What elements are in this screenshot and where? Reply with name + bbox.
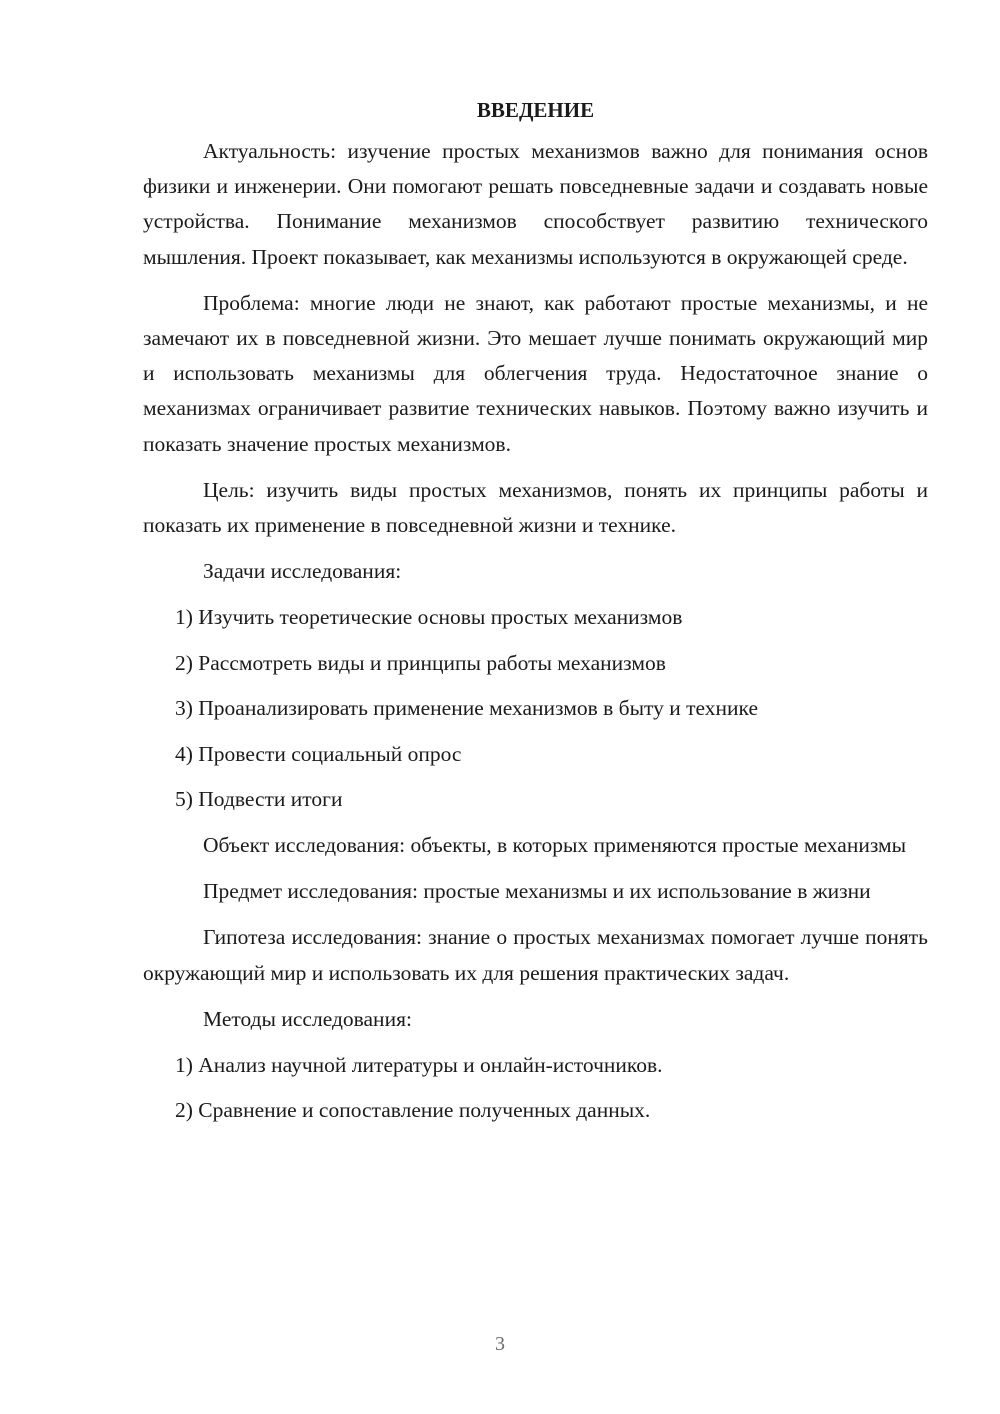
tasks-heading: Задачи исследования: — [203, 559, 402, 584]
problem-paragraph: Проблема: многие люди не знают, как работают простые механизмы, и не замечают их в повседневной жизни. Это мешает лучше понимать окружающий мир и использовать механизмы для облегчения труда. Недостаточное знание о механизмах ограничивает развитие технических навыков. Поэтому важно изучить и показать значение простых механизмов. — [143, 290, 928, 456]
hypothesis-paragraph: Гипотеза исследования: знание о простых механизмах помогает лучше понять окружающий мир и использовать их для решения практических задач. — [143, 925, 928, 985]
list-item: 2) Сравнение и сопоставление полученных данных. — [175, 1098, 651, 1123]
list-item: 4) Провести социальный опрос — [175, 741, 462, 766]
list-item: 3) Проанализировать применение механизмов в быту и технике — [175, 696, 758, 721]
section-title: ВВЕДЕНИЕ — [476, 98, 595, 122]
relevance-paragraph: Актуальность: изучение простых механизмов важно для понимания основ физики и инженерии. Они помогают решать повседневные задачи и создавать новые устройства. Понимание механизмов способствует развитию технического мышления. Проект показывает, как механизмы используются в окружающей среде. — [143, 139, 928, 269]
document-page — [143, 92, 928, 1139]
list-item: 1) Анализ научной литературы и онлайн-источников. — [175, 1052, 663, 1077]
tasks-list — [143, 600, 928, 817]
methods-list — [143, 1048, 928, 1129]
subject-paragraph: Предмет исследования: простые механизмы и их использование в жизни — [203, 879, 871, 904]
object-paragraph: Объект исследования: объекты, в которых применяются простые механизмы — [203, 832, 907, 857]
methods-heading: Методы исследования: — [203, 1006, 412, 1031]
page-number: 3 — [495, 1333, 505, 1355]
list-item: 2) Рассмотреть виды и принципы работы механизмов — [175, 650, 666, 675]
goal-paragraph: Цель: изучить виды простых механизмов, понять их принципы работы и показать их применение в повседневной жизни и технике. — [143, 477, 928, 538]
list-item: 1) Изучить теоретические основы простых механизмов — [175, 605, 683, 630]
list-item: 5) Подвести итоги — [175, 787, 343, 812]
